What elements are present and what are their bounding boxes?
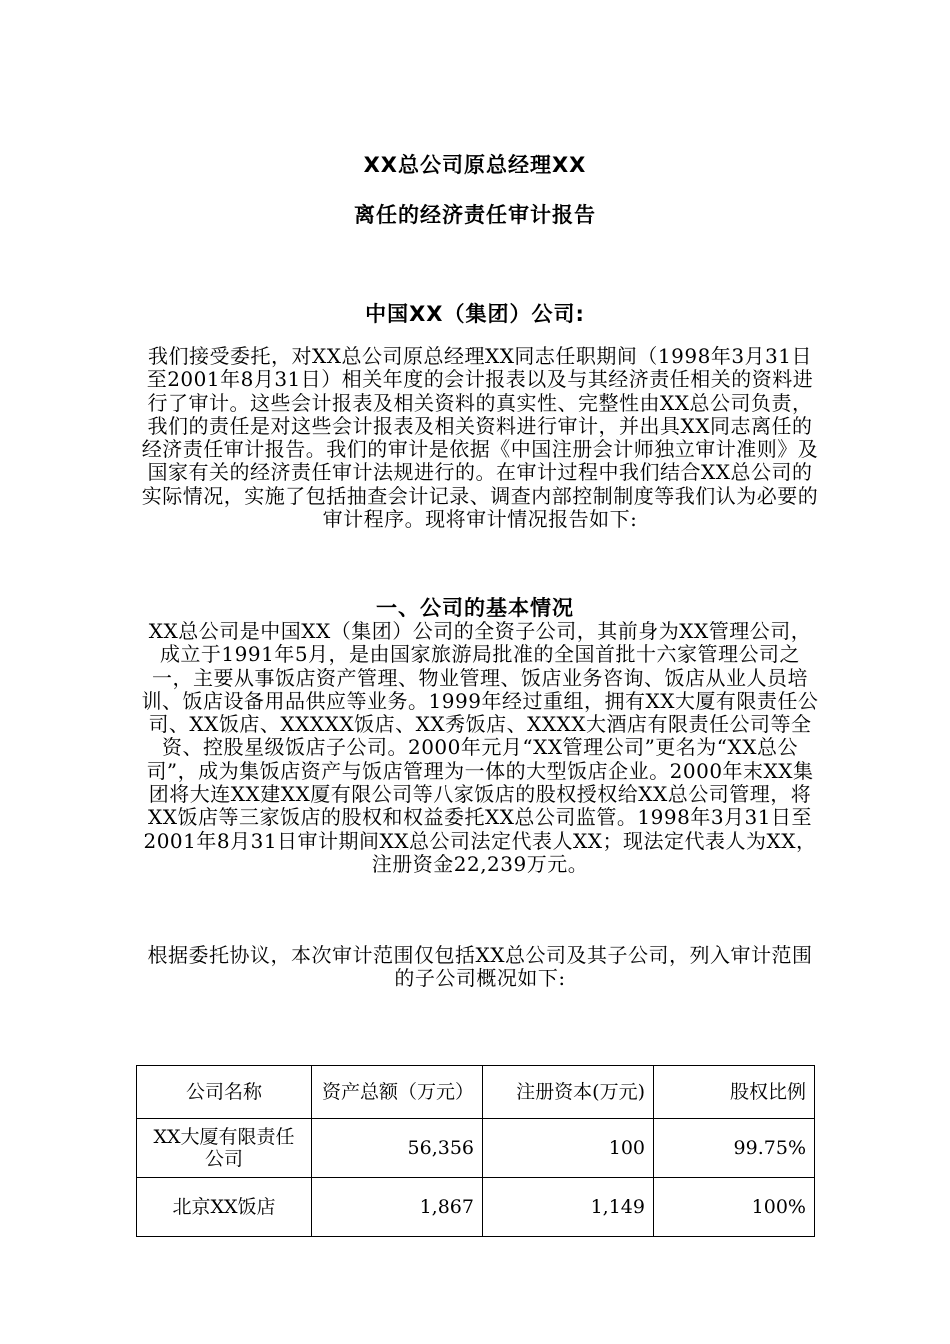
report-title-line1: XX总公司原总经理XX [363, 153, 587, 177]
audit-scope-paragraph: 根据委托协议，本次审计范围仅包括XX总公司及其子公司，列入审计范围的子公司概况如下: [147, 943, 813, 991]
table-header-row [137, 1066, 815, 1119]
header-company-name: 公司名称 [137, 1066, 312, 1119]
intro-paragraph: 我们接受委托，对XX总公司原总经理XX同志任职期间（1998年3月31日至2001年8月31日）相关年度的会计报表以及与其经济责任相关的资料进行了审计。这些会计报表及相关资料的真实性、完整性由XX总公司负责，我们的责任是对这些会计报表及相关资料进行审计，并出具XX同志离任的经济责任审计报告。我们的审计是依据《中国注册会计师独立审计准则》及国家有关的经济责任审计法规进行的。在审计过程中我们结合XX总公司的实际情况，实施了包括抽查会计记录、调查内部控制制度等我们认为必要的审计程序。现将审计情况报告如下: [141, 344, 819, 532]
cell-total-assets: 1,867 [312, 1178, 483, 1237]
table-row [137, 1119, 815, 1178]
header-equity-ratio: 股权比例 [654, 1066, 815, 1119]
table-row [137, 1178, 815, 1237]
cell-registered-capital: 1,149 [483, 1178, 654, 1237]
report-title-line2: 离任的经济责任审计报告 [354, 203, 596, 227]
header-registered-capital: 注册资本(万元) [483, 1066, 654, 1119]
cell-total-assets: 56,356 [312, 1119, 483, 1178]
section-heading-basic-info: 一、公司的基本情况 [376, 596, 574, 620]
cell-equity-ratio: 99.75% [654, 1119, 815, 1178]
subsidiaries-table [136, 1065, 815, 1237]
company-basic-info-paragraph: XX总公司是中国XX（集团）公司的全资子公司，其前身为XX管理公司，成立于1991年5月，是由国家旅游局批准的全国首批十六家管理公司之一，主要从事饭店资产管理、物业管理、饭店业务咨询、饭店从业人员培训、饭店设备用品供应等业务。1999年经过重组，拥有XX大厦有限责任公司、XX饭店、XXXXX饭店、XX秀饭店、XXXX大酒店有限责任公司等全资、控股星级饭店子公司。2000年元月“XX管理公司”更名为“XX总公司”，成为集饭店资产与饭店管理为一体的大型饭店企业。2000年末XX集团将大连XX建XX厦有限公司等八家饭店的股权授权给XX总公司管理，将XX饭店等三家饭店的股权和权益委托XX总公司监管。1998年3月31日至2001年8月31日审计期间XX总公司法定代表人XX；现法定代表人为XX，注册资金22,239万元。 [141, 619, 819, 876]
cell-equity-ratio: 100% [654, 1178, 815, 1237]
cell-registered-capital: 100 [483, 1119, 654, 1178]
cell-company-name: XX大厦有限责任公司 [137, 1119, 312, 1178]
addressee: 中国XX（集团）公司: [365, 302, 585, 326]
header-total-assets: 资产总额（万元） [312, 1066, 483, 1119]
cell-company-name: 北京XX饭店 [137, 1178, 312, 1237]
